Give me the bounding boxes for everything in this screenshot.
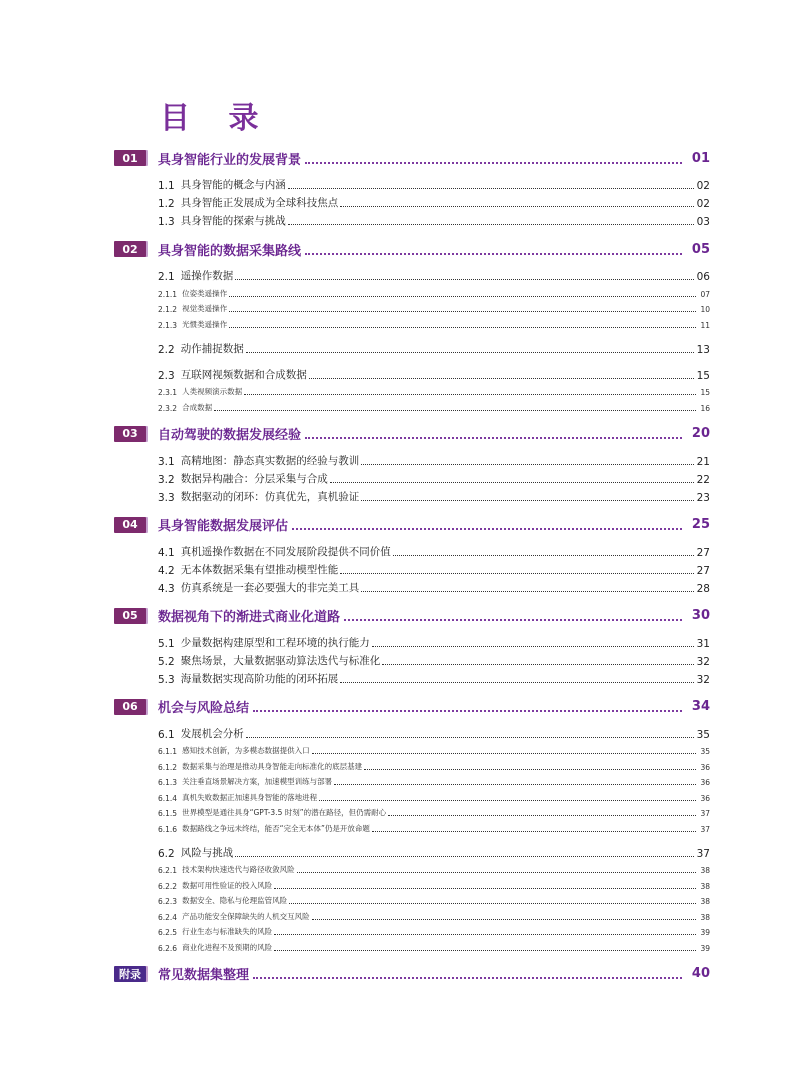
dot-leader [344, 610, 682, 621]
subsection-entry[interactable] [158, 283, 710, 299]
entry-number: 6.1.1 [158, 747, 178, 756]
section-entry[interactable] [158, 842, 710, 860]
section-entry[interactable] [158, 650, 710, 668]
section-entry[interactable] [158, 668, 710, 686]
entry-number: 5.2 [158, 655, 175, 668]
entry-title: 无本体数据采集有望推动模型性能 [180, 563, 339, 576]
entry-number: 6.1.2 [158, 762, 178, 772]
entry-title: 高精地图：静态真实数据的经验与教训 [180, 454, 360, 467]
entry-page-number: 02 [696, 198, 710, 210]
subsection-entry[interactable] [158, 860, 710, 876]
chapter-number-badge: 02 [114, 241, 146, 257]
table-of-contents [114, 148, 710, 984]
dot-leader [297, 872, 696, 873]
entry-number: 1.2 [158, 198, 175, 210]
entry-page-number: 39 [700, 928, 710, 937]
chapter-row[interactable] [114, 606, 710, 626]
entry-number: 6.1.5 [158, 809, 178, 818]
dot-leader [330, 482, 694, 483]
entry-number: 6.1.3 [158, 778, 178, 787]
dot-leader [361, 591, 694, 592]
subsection-entry[interactable] [158, 875, 710, 891]
entry-number: 3.2 [158, 473, 175, 486]
subsection-entry[interactable] [158, 937, 710, 953]
chapter-title: 自动驾驶的数据发展经验 [158, 428, 302, 443]
entry-page-number: 27 [696, 546, 710, 559]
section-list [114, 541, 710, 595]
entry-number: 6.2.2 [158, 881, 178, 891]
dot-leader [312, 919, 696, 920]
section-entry[interactable] [158, 577, 710, 595]
subsection-entry[interactable] [158, 906, 710, 922]
entry-number: 2.3.2 [158, 403, 178, 413]
dot-leader [340, 206, 694, 207]
chapter-number-badge: 06 [114, 699, 146, 715]
subsection-entry[interactable] [158, 756, 710, 772]
entry-number: 6.2.6 [158, 943, 178, 953]
entry-number: 4.2 [158, 564, 175, 577]
chapter-page-number: 25 [691, 517, 710, 532]
entry-page-number: 28 [696, 582, 710, 595]
entry-number: 1.1 [158, 180, 175, 192]
chapter-row[interactable] [114, 148, 710, 168]
entry-title: 人类视频演示数据 [182, 387, 243, 396]
entry-title: 具身智能的概念与内涵 [180, 179, 286, 191]
dot-leader [274, 950, 696, 951]
entry-page-number: 16 [700, 403, 710, 413]
dot-leader [289, 903, 696, 904]
chapter-row[interactable] [114, 239, 710, 259]
entry-title: 数据路线之争远未终结，能否“完全无本体”仍是开放命题 [182, 823, 370, 833]
dot-leader [361, 464, 694, 465]
entry-page-number: 15 [700, 388, 710, 397]
entry-page-number: 37 [700, 809, 710, 818]
dot-leader [235, 856, 694, 857]
entry-title: 动作捕捉数据 [180, 342, 244, 355]
spacer [158, 330, 710, 338]
spacer [158, 834, 710, 842]
entry-title: 光惯类遥操作 [182, 319, 228, 329]
chapter-row[interactable] [114, 515, 710, 535]
entry-title: 世界模型是通往具身“GPT-3.5 时刻”的潜在路径，但仍需耐心 [182, 808, 387, 817]
entry-page-number: 36 [700, 778, 710, 787]
entry-title: 遥操作数据 [180, 270, 234, 282]
entry-title: 海量数据实现高阶功能的闭环拓展 [180, 672, 339, 685]
entry-page-number: 31 [696, 637, 710, 650]
entry-number: 4.1 [158, 546, 175, 559]
section-list [114, 450, 710, 504]
chapter-title: 机会与风险总结 [158, 701, 250, 716]
dot-leader [361, 500, 694, 501]
entry-title: 具身智能的探索与挑战 [180, 215, 286, 227]
dot-leader [274, 934, 696, 935]
entry-title: 关注垂直场景解决方案，加速模型训练与部署 [182, 777, 333, 786]
subsection-entry[interactable] [158, 891, 710, 907]
dot-leader [292, 519, 682, 530]
section-entry[interactable] [158, 632, 710, 650]
subsection-entry[interactable] [158, 818, 710, 834]
dot-leader [340, 682, 694, 683]
section-entry[interactable] [158, 559, 710, 577]
entry-title: 视觉类遥操作 [182, 304, 228, 313]
entry-page-number: 15 [696, 369, 710, 382]
entry-title: 技术架构快速迭代与路径收敛风险 [182, 865, 295, 874]
chapter-row[interactable] [114, 424, 710, 444]
entry-title: 数据驱动的闭环：仿真优先，真机验证 [180, 490, 360, 503]
dot-leader [364, 769, 696, 770]
section-list [114, 174, 710, 228]
entry-number: 6.1.6 [158, 824, 178, 834]
section-entry[interactable] [158, 541, 710, 559]
subsection-entry[interactable] [158, 314, 710, 330]
entry-number: 4.3 [158, 582, 175, 595]
entry-number: 6.2.3 [158, 897, 178, 906]
entry-page-number: 13 [696, 343, 710, 356]
chapter-number-badge: 01 [114, 150, 146, 166]
entry-title: 产品功能安全保障缺失的人机交互风险 [182, 911, 310, 921]
dot-leader [340, 573, 694, 574]
entry-title: 数据采集与治理是推动具身智能走向标准化的底层基建 [182, 761, 363, 771]
subsection-entry[interactable] [158, 397, 710, 413]
chapter-row[interactable] [114, 697, 710, 717]
dot-leader [372, 646, 694, 647]
entry-number: 2.2 [158, 343, 175, 356]
subsection-entry[interactable] [158, 382, 710, 398]
dot-leader [288, 224, 694, 225]
entry-page-number: 36 [700, 762, 710, 772]
section-entry[interactable] [158, 338, 710, 356]
dot-leader [382, 664, 694, 665]
chapter-number-badge: 03 [114, 426, 146, 442]
chapter-title: 具身智能的数据采集路线 [158, 243, 302, 259]
dot-leader [288, 188, 694, 189]
entry-title: 仿真系统是一套必要强大的非完美工具 [180, 581, 360, 594]
entry-page-number: 38 [700, 866, 710, 875]
entry-page-number: 36 [700, 793, 710, 803]
chapter-title: 具身智能数据发展评估 [158, 519, 289, 534]
dot-leader [214, 410, 696, 411]
entry-number: 2.3 [158, 369, 175, 382]
entry-page-number: 11 [700, 320, 710, 330]
section-entry[interactable] [158, 723, 710, 741]
dot-leader [312, 753, 696, 754]
entry-title: 商业化进程不及预期的风险 [182, 942, 273, 952]
dot-leader [388, 815, 696, 816]
entry-number: 5.1 [158, 637, 175, 650]
section-entry[interactable] [158, 265, 710, 283]
dot-leader [253, 701, 682, 712]
entry-title: 互联网视频数据和合成数据 [180, 368, 307, 381]
dot-leader [305, 428, 682, 439]
entry-page-number: 23 [696, 491, 710, 504]
dot-leader [305, 153, 682, 164]
entry-number: 2.3.1 [158, 388, 178, 397]
entry-number: 1.3 [158, 216, 175, 228]
chapter-number-badge: 附录 [114, 966, 146, 982]
dot-leader [334, 784, 696, 785]
entry-page-number: 32 [696, 673, 710, 686]
page-title: 目 录 [160, 101, 273, 136]
section-list [114, 723, 710, 953]
dot-leader [274, 888, 696, 889]
dot-leader [246, 352, 694, 353]
entry-number: 3.3 [158, 491, 175, 504]
dot-leader [229, 296, 696, 297]
subsection-entry[interactable] [158, 922, 710, 938]
entry-number: 6.2.1 [158, 866, 178, 875]
entry-title: 聚焦场景，大量数据驱动算法迭代与标准化 [180, 654, 381, 667]
dot-leader [393, 555, 694, 556]
entry-number: 6.1 [158, 728, 175, 741]
entry-page-number: 22 [696, 473, 710, 486]
entry-page-number: 38 [700, 897, 710, 906]
entry-number: 5.3 [158, 673, 175, 686]
entry-page-number: 32 [696, 655, 710, 668]
entry-title: 合成数据 [182, 402, 213, 412]
chapter-page-number: 05 [691, 241, 710, 257]
section-list [114, 632, 710, 686]
chapter-title: 常见数据集整理 [158, 968, 250, 983]
chapter-title: 数据视角下的渐进式商业化道路 [158, 610, 341, 625]
dot-leader [229, 311, 696, 312]
section-entry[interactable] [158, 364, 710, 382]
subsection-entry[interactable] [158, 741, 710, 757]
dot-leader [372, 831, 696, 832]
dot-leader [253, 968, 682, 979]
entry-page-number: 38 [700, 912, 710, 922]
chapter-page-number: 30 [691, 608, 710, 623]
entry-number: 2.1.3 [158, 320, 178, 330]
entry-number: 2.1 [158, 271, 175, 283]
chapter-page-number: 20 [691, 426, 710, 441]
entry-title: 行业生态与标准缺失的风险 [182, 927, 273, 936]
subsection-entry[interactable] [158, 299, 710, 315]
section-entry[interactable] [158, 210, 710, 228]
entry-title: 真机遥操作数据在不同发展阶段提供不同价值 [180, 545, 391, 558]
subsection-entry[interactable] [158, 772, 710, 788]
entry-page-number: 38 [700, 881, 710, 891]
entry-page-number: 35 [700, 747, 710, 756]
entry-number: 6.2 [158, 847, 175, 860]
section-entry[interactable] [158, 486, 710, 504]
entry-page-number: 37 [696, 847, 710, 860]
entry-page-number: 35 [696, 728, 710, 741]
section-list [114, 265, 710, 413]
dot-leader [244, 394, 696, 395]
dot-leader [229, 327, 696, 328]
section-entry[interactable] [158, 192, 710, 210]
chapter-page-number: 40 [691, 966, 710, 981]
section-entry[interactable] [158, 450, 710, 468]
entry-page-number: 03 [696, 216, 710, 228]
entry-page-number: 37 [700, 824, 710, 834]
subsection-entry[interactable] [158, 803, 710, 819]
entry-number: 2.1.2 [158, 305, 178, 314]
chapter-page-number: 34 [691, 699, 710, 714]
entry-title: 真机失败数据正加速具身智能的落地进程 [182, 792, 318, 802]
section-entry[interactable] [158, 174, 710, 192]
dot-leader [235, 279, 694, 280]
entry-title: 少量数据构建原型和工程环境的执行能力 [180, 636, 370, 649]
entry-number: 6.1.4 [158, 793, 178, 803]
dot-leader [309, 378, 694, 379]
chapter-row[interactable] [114, 964, 710, 984]
chapter-page-number: 01 [691, 150, 710, 166]
chapter-number-badge: 04 [114, 517, 146, 533]
chapter-title: 具身智能行业的发展背景 [158, 152, 302, 168]
entry-number: 2.1.1 [158, 289, 178, 299]
entry-title: 数据可用性验证的投入风险 [182, 880, 273, 890]
entry-number: 6.2.4 [158, 912, 178, 922]
entry-page-number: 02 [696, 180, 710, 192]
entry-title: 风险与挑战 [180, 846, 234, 859]
section-entry[interactable] [158, 468, 710, 486]
entry-number: 6.2.5 [158, 928, 178, 937]
dot-leader [305, 244, 682, 255]
chapter-number-badge: 05 [114, 608, 146, 624]
entry-title: 发展机会分析 [180, 727, 244, 740]
entry-number: 3.1 [158, 455, 175, 468]
dot-leader [319, 800, 696, 801]
entry-page-number: 06 [696, 271, 710, 283]
dot-leader [246, 737, 694, 738]
entry-title: 数据安全、隐私与伦理监管风险 [182, 896, 288, 905]
subsection-entry[interactable] [158, 787, 710, 803]
entry-page-number: 39 [700, 943, 710, 953]
entry-title: 具身智能正发展成为全球科技焦点 [180, 197, 339, 209]
entry-title: 位姿类遥操作 [182, 288, 228, 298]
entry-page-number: 10 [700, 305, 710, 314]
entry-page-number: 07 [700, 289, 710, 299]
entry-title: 感知技术创新，为多模态数据提供入口 [182, 746, 310, 755]
entry-title: 数据异构融合：分层采集与合成 [180, 472, 328, 485]
entry-page-number: 27 [696, 564, 710, 577]
spacer [158, 356, 710, 364]
entry-page-number: 21 [696, 455, 710, 468]
